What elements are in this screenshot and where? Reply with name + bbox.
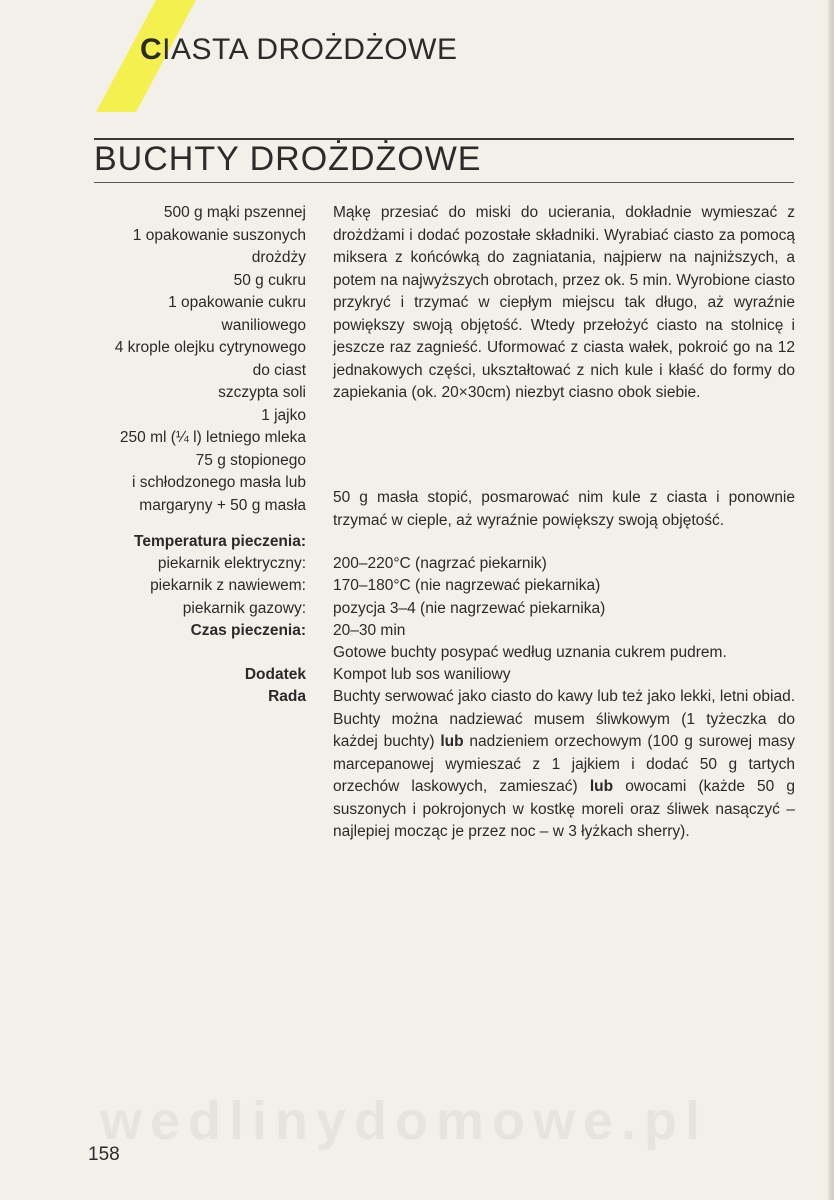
ingredients-list	[66, 202, 306, 517]
finishing-note: Gotowe buchty posypać według uznania cukrem pudrem.	[333, 644, 727, 661]
ingredient-line: waniliowego	[221, 316, 306, 334]
watermark: wedlinydomowe.pl	[100, 1091, 709, 1151]
addition-label: Dodatek	[244, 666, 306, 683]
tip-or-keyword: lub	[440, 733, 464, 750]
ingredient-line: margaryny + 50 g masła	[139, 496, 306, 514]
tip-text-part: Buchty serwować jako ciasto do kawy lub też jako lekki, letni obiad. Buchty można nadziewać musem śliwkowym (1 tyżeczka do każdej buchty)	[333, 688, 795, 750]
page-number: 158	[88, 1144, 120, 1165]
ingredient-line: i schłodzonego masła lub	[131, 474, 306, 491]
ingredient-line: 500 g mąki pszennej	[163, 204, 306, 221]
page-edge	[828, 0, 834, 1200]
recipe-title: BUCHTY DROŻDŻOWE	[94, 140, 482, 178]
ingredient-line: 4 krople olejku cytrynowego	[114, 339, 306, 356]
tip-text-part: nadzieniem orzechowym (100 g surowej masy marcepanowej wymieszać z 1 jajkiem i dodać 50 g tartych orzechów laskowych, zamieszać)	[333, 733, 795, 795]
ingredient-line: 250 ml (¼ l) letniego mleka	[119, 429, 306, 446]
baking-time-label: Czas pieczenia:	[190, 622, 306, 639]
ingredient-line: drożdży	[251, 249, 306, 266]
tip-or-keyword: lub	[589, 778, 614, 795]
instructions-step-1-text: Mąkę przesiać do miski do ucierania, dokładnie wymieszać z drożdżami i dodać pozostałe składniki. Wyrabiać ciasto za pomocą miksera z końcówką do zagniatania, najpierw na najniższych, a potem na najwyższych obrotach, przez ok. 5 min. Wyrobione ciasto przykryć i trzymać w ciepłym miejscu tak długo, aż wyraźnie powiększy swoją objętość. Wtedy przełożyć ciasto na stolnicę i jeszcze raz zagnieść. Uformować z ciasta wałek, pokroić go na 12 jednakowych części, ukształtować z nich kule i kłaść do formy do zapiekania (ok. 20×30cm) niezbyt ciasno obok siebie.	[333, 204, 795, 401]
ingredient-line: 1 jajko	[261, 406, 306, 424]
fan-oven-value: 170–180°C (nie nagrzewać piekarnika)	[333, 577, 601, 594]
ingredient-line: 1 opakowanie suszonych	[132, 226, 306, 244]
ingredient-line: 75 g stopionego	[195, 451, 306, 469]
electric-oven-label: piekarnik elektryczny:	[157, 555, 306, 572]
ingredient-line: 50 g cukru	[233, 271, 306, 289]
recipe-title-underline	[94, 182, 794, 183]
baking-time-value: 20–30 min	[333, 622, 406, 639]
ingredient-line: do ciast	[252, 361, 306, 379]
tip-text-part: owocami (każde 50 g suszonych i pokrojonych w kostkę moreli oraz śliwek nasączyć – najlepiej mocząc je przez noc – w 3 łyżkach sherry).	[333, 778, 796, 840]
instructions-step-1	[333, 202, 795, 405]
instructions-step-2: 50 g masła stopić, posmarować nim kule z ciasta i ponownie trzymać w cieple, aż wyraźnie powiększy swoją objętość.	[333, 489, 795, 529]
ingredient-line: 1 opakowanie cukru	[168, 294, 306, 311]
addition-value: Kompot lub sos waniliowy	[333, 666, 511, 683]
gas-oven-value: pozycja 3–4 (nie nagrzewać piekarnika)	[333, 600, 606, 617]
fan-oven-label: piekarnik z nawiewem:	[150, 577, 306, 594]
tip-text	[333, 686, 795, 844]
section-title-initial: C	[140, 33, 163, 66]
section-title-rest: IASTA DROŻDŻOWE	[162, 33, 458, 66]
gas-oven-label: piekarnik gazowy:	[182, 600, 306, 617]
electric-oven-value: 200–220°C (nagrzać piekarnik)	[333, 555, 547, 572]
ingredient-line: szczypta soli	[218, 384, 306, 401]
section-title	[140, 33, 457, 67]
baking-temperature-heading: Temperatura pieczenia:	[134, 533, 306, 550]
tip-label: Rada	[268, 688, 306, 705]
